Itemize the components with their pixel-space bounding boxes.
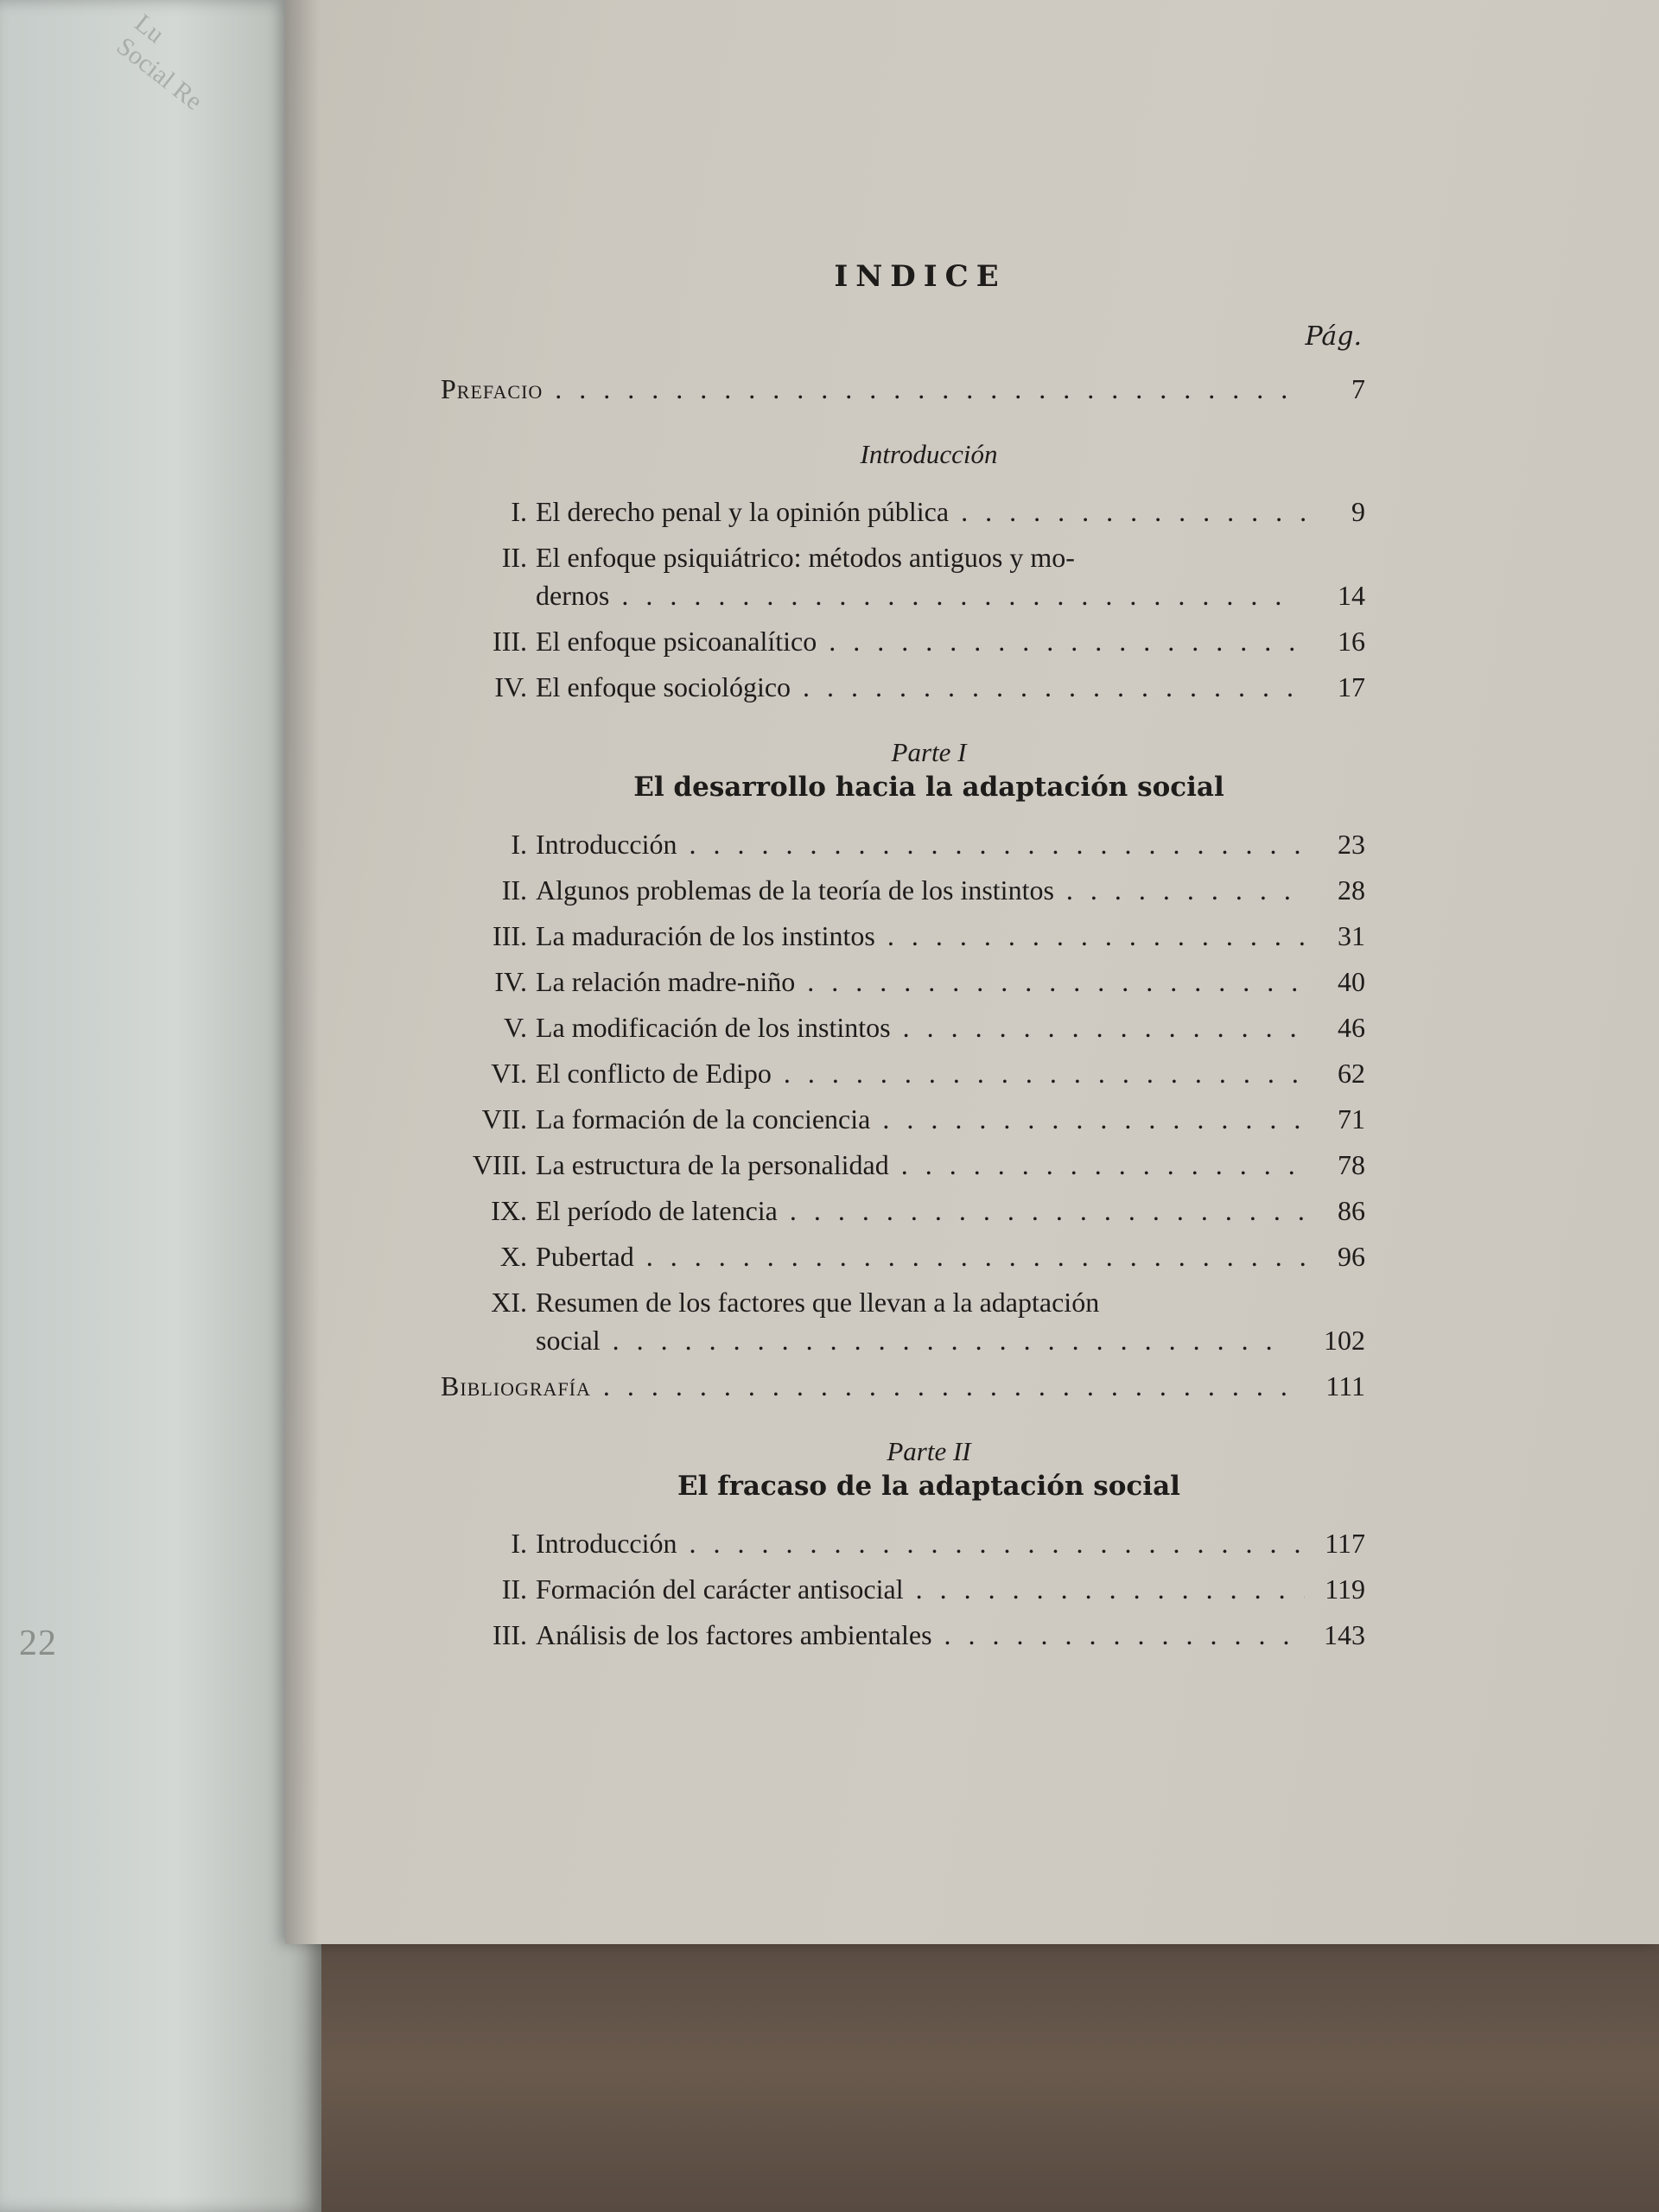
introduccion-list [441,493,1365,706]
entry-number: VII. [481,1103,527,1135]
toc-entry [441,1100,1365,1138]
entry-page: 71 [1338,1103,1365,1135]
entry-page: 23 [1338,829,1365,860]
left-page [0,0,321,2212]
entry-label: El enfoque psiquiátrico: métodos antiguos y mo- [536,542,1075,573]
entry-page: 143 [1324,1619,1365,1650]
entry-number: I. [511,829,527,860]
book-gutter [285,0,320,1944]
entry-label: La modificación de los instintos [536,1012,891,1043]
entry-page: 14 [1338,580,1365,611]
entry-page: 86 [1338,1195,1365,1226]
entry-number: V. [504,1012,527,1043]
entry-number: IV. [494,671,527,702]
entry-label: Introducción [536,1528,677,1559]
toc-entry [441,493,1365,531]
page-column-header: Pág. [1305,321,1362,352]
toc-entry [441,1054,1365,1092]
entry-number: II. [501,874,527,906]
entry-number: IV. [494,966,527,997]
entry-label: El conflicto de Edipo [536,1058,772,1089]
toc-entry-bibliografia [441,1367,1365,1405]
entry-page: 7 [1351,373,1365,404]
entry-page: 17 [1338,671,1365,702]
entry-page: 46 [1338,1012,1365,1043]
part-title-1: El desarrollo hacia la adaptación social [633,772,1224,803]
entry-label: El enfoque psicoanalítico [536,626,817,657]
entry-page: 62 [1338,1058,1365,1089]
toc-entry [441,1192,1365,1230]
toc-entry [441,825,1365,863]
toc-entry [441,917,1365,955]
entry-page: 111 [1325,1370,1365,1402]
entry-page: 96 [1338,1241,1365,1272]
entry-page: 31 [1338,920,1365,951]
entry-number: VI. [491,1058,527,1089]
toc-entry [441,1008,1365,1046]
entry-label: Resumen de los factores que llevan a la adaptación [536,1287,1100,1318]
toc-entry [441,871,1365,909]
entry-page: 78 [1338,1149,1365,1180]
left-page-number: 22 [19,1624,57,1663]
entry-number: XI. [491,1287,527,1318]
entry-label: El período de latencia [536,1195,778,1226]
toc-entry [441,538,1365,614]
entry-page: 28 [1338,874,1365,906]
entry-number: III. [493,626,527,657]
entry-number: I. [511,1528,527,1559]
entry-number: III. [493,1619,527,1650]
toc-entry [441,963,1365,1001]
parte2-list [441,1524,1365,1654]
entry-label: Análisis de los factores ambientales [536,1619,932,1650]
left-page-edge-text: Lu Social Re [111,9,208,117]
part-label-1: Parte I [891,737,967,767]
entry-label: Bibliografía [441,1370,591,1402]
entry-label: Prefacio [441,373,543,404]
entry-label: Pubertad [536,1241,634,1272]
entry-label: La maduración de los instintos [536,920,875,951]
entry-number: I. [511,496,527,527]
part-label-2: Parte II [887,1436,971,1466]
entry-label-continuation: dernos [536,580,610,611]
entry-page: 102 [1324,1325,1365,1356]
part-title-2: El fracaso de la adaptación social [677,1471,1180,1502]
entry-label: El derecho penal y la opinión pública [536,496,950,527]
entry-label: Formación del carácter antisocial [536,1573,904,1605]
toc-entry-prefacio [441,370,1365,408]
toc-entry [441,1570,1365,1608]
entry-page: 119 [1325,1573,1365,1605]
entry-label: La estructura de la personalidad [536,1149,889,1180]
toc-title: INDICE [834,259,1007,294]
entry-label: La formación de la conciencia [536,1103,871,1135]
entry-page: 40 [1338,966,1365,997]
toc-entry [441,622,1365,660]
entry-page: 9 [1351,496,1365,527]
entry-label: El enfoque sociológico [536,671,791,702]
toc-entry [441,1616,1365,1654]
table-of-contents [441,259,1365,1662]
toc-entry [441,1283,1365,1359]
entry-number: II. [501,542,527,573]
entry-page: 16 [1338,626,1365,657]
entry-label: La relación madre-niño [536,966,796,997]
toc-entry [441,1146,1365,1184]
toc-entry [441,668,1365,706]
entry-label: Introducción [536,829,677,860]
entry-page: 117 [1325,1528,1365,1559]
toc-entry [441,1524,1365,1562]
entry-label: Algunos problemas de la teoría de los instintos [536,874,1054,906]
section-heading-introduccion: Introducción [860,439,998,469]
toc-entry [441,1237,1365,1275]
entry-number: II. [501,1573,527,1605]
entry-number: IX. [491,1195,527,1226]
entry-label-continuation: social [536,1325,601,1356]
parte1-list [441,825,1365,1405]
entry-number: III. [493,920,527,951]
entry-number: X. [499,1241,527,1272]
entry-number: VIII. [472,1149,527,1180]
